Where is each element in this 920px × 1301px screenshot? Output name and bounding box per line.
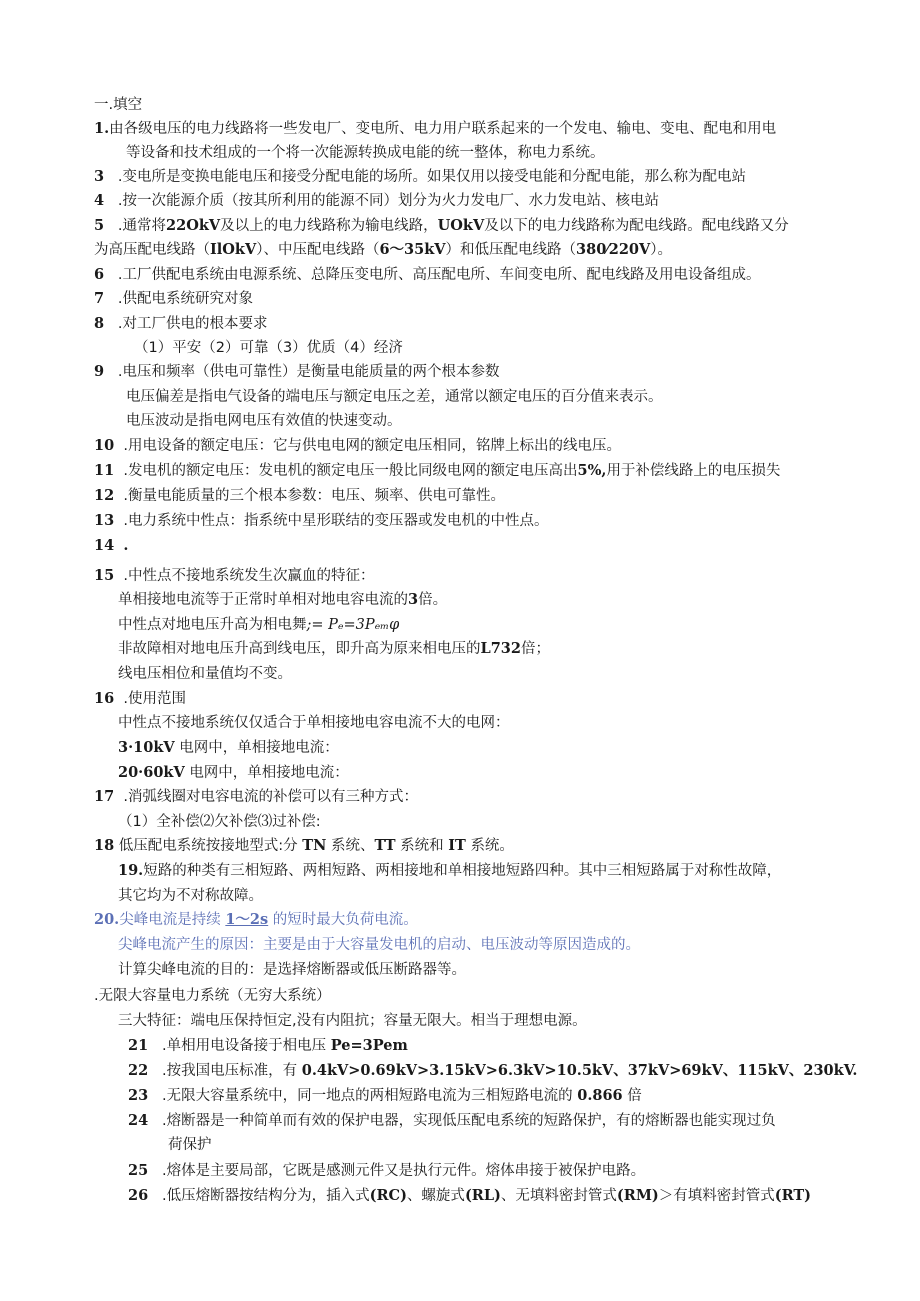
item-24-continued: 荷保护 [168, 1137, 212, 1153]
item-8-list: （1）平安（2）可靠（3）优质（4）经济 [134, 340, 403, 356]
item-15-note-2: 中性点对地电压升高为相电舞;= Pₑ=3Pₑₘφ [118, 617, 400, 633]
item-3: 3 .变电所是变换电能电压和接受分配电能的场所。如果仅用以接受电能和分配电能，那么称为配电站 [94, 168, 747, 185]
item-9-note-1: 电压偏差是指电气设备的端电压与额定电压之差，通常以额定电压的百分值来表示。 [126, 389, 663, 405]
item-26: 26 .低压熔断器按结构分为，插入式(RC)、螺旋式(RL)、无填料密封管式(RM)＞有填料密封管式(RT) [128, 1187, 812, 1204]
item-19-continued: 其它均为不对称故障。 [118, 888, 263, 904]
item-13: 13 .电力系统中性点：指系统中星形联结的变压器或发电机的中性点。 [94, 512, 549, 529]
item-15-note-3: 非故障相对地电压升高到线电压，即升高为原来相电压的L732倍； [118, 640, 550, 657]
item-1: 1.由各级电压的电力线路将一些发电厂、变电所、电力用户联系起来的一个发电、输电、变电、配电和用电 [94, 120, 777, 137]
item-15: 15 .中性点不接地系统发生次赢血的特征： [94, 567, 375, 584]
item-1-continued: 等设备和技术组成的一个将一次能源转换成电能的统一整体，称电力系统。 [126, 145, 605, 161]
infinite-system-note: 三大特征：端电压保持恒定,没有内阻抗；容量无限大。相当于理想电源。 [118, 1013, 587, 1029]
item-9-note-2: 电压波动是指电网电压有效值的快速变动。 [126, 413, 402, 429]
item-17-list: （1）全补偿⑵欠补偿⑶过补偿: [118, 814, 321, 830]
item-14: 14 . [94, 537, 129, 554]
item-16: 16 .使用范围 [94, 690, 187, 707]
item-16-note-1: 中性点不接地系统仅仅适合于单相接地电容电流不大的电网： [118, 715, 510, 731]
item-23: 23 .无限大容量系统中，同一地点的两相短路电流为三相短路电流的 0.866 倍 [128, 1087, 642, 1104]
item-11: 11 .发电机的额定电压：发电机的额定电压一般比同级电网的额定电压高出5%,用于补偿线路上的电压损失 [94, 462, 781, 479]
item-16-note-3: 20·60kV 电网中，单相接地电流： [118, 764, 349, 781]
item-24: 24 .熔断器是一种简单而有效的保护电器，实现低压配电系统的短路保护，有的熔断器也能实现过负 [128, 1112, 776, 1129]
item-7: 7 .供配电系统研究对象 [94, 290, 254, 307]
item-10: 10 .用电设备的额定电压：它与供电电网的额定电压相同，铭牌上标出的线电压。 [94, 437, 622, 454]
item-6: 6 .工厂供配电系统由电源系统、总降压变电所、高压配电所、车间变电所、配电线路及用电设备组成。 [94, 266, 761, 283]
item-20-note-2: 计算尖峰电流的目的：是选择熔断器或低压断路器等。 [118, 962, 466, 978]
item-21: 21 .单相用电设备接于相电压 Pe=3Pem [128, 1037, 408, 1054]
item-8: 8 .对工厂供电的根本要求 [94, 315, 268, 332]
item-20: 20.尖峰电流是持续 1～2s 的短时最大负荷电流。 [94, 911, 418, 928]
item-20-note-1: 尖峰电流产生的原因：主要是由于大容量发电机的启动、电压波动等原因造成的。 [118, 937, 640, 953]
subheading-infinite-system: .无限大容量电力系统（无穷大系统） [94, 988, 331, 1004]
item-17: 17 .消弧线圈对电容电流的补偿可以有三种方式： [94, 788, 419, 805]
item-15-note-4: 线电压相位和量值均不变。 [118, 666, 292, 682]
item-19: 19.短路的种类有三相短路、两相短路、两相接地和单相接地短路四种。其中三相短路属于对称性故障， [118, 862, 782, 879]
item-9: 9 .电压和频率（供电可靠性）是衡量电能质量的两个根本参数 [94, 363, 500, 380]
item-5-continued: 为高压配电线路（IlOkV）、中压配电线路（6～35kV）和低压配电线路（380⁄220V）。 [94, 241, 673, 258]
item-22: 22 .按我国电压标准，有 0.4kV>0.69kV>3.15kV>6.3kV>10.5kV、37kV>69kV、115kV、230kV. [128, 1062, 858, 1079]
item-25: 25 .熔体是主要局部，它既是感测元件又是执行元件。熔体串接于被保护电路。 [128, 1162, 646, 1179]
item-5: 5 .通常将22OkV及以上的电力线路称为输电线路，UOkV及以下的电力线路称为配电线路。配电线路又分 [94, 217, 789, 234]
item-4: 4 .按一次能源介质（按其所利用的能源不同）划分为火力发电厂、水力发电站、核电站 [94, 192, 660, 209]
item-16-note-2: 3·10kV 电网中，单相接地电流： [118, 739, 339, 756]
section-heading: 一.填空 [94, 97, 143, 113]
item-15-note-1: 单相接地电流等于正常时单相对地电容电流的3倍。 [118, 591, 448, 608]
item-12: 12 .衡量电能质量的三个根本参数：电压、频率、供电可靠性。 [94, 487, 506, 504]
item-18: 18 低压配电系统按接地型式:分 TN 系统、TT 系统和 IT 系统。 [94, 837, 514, 854]
